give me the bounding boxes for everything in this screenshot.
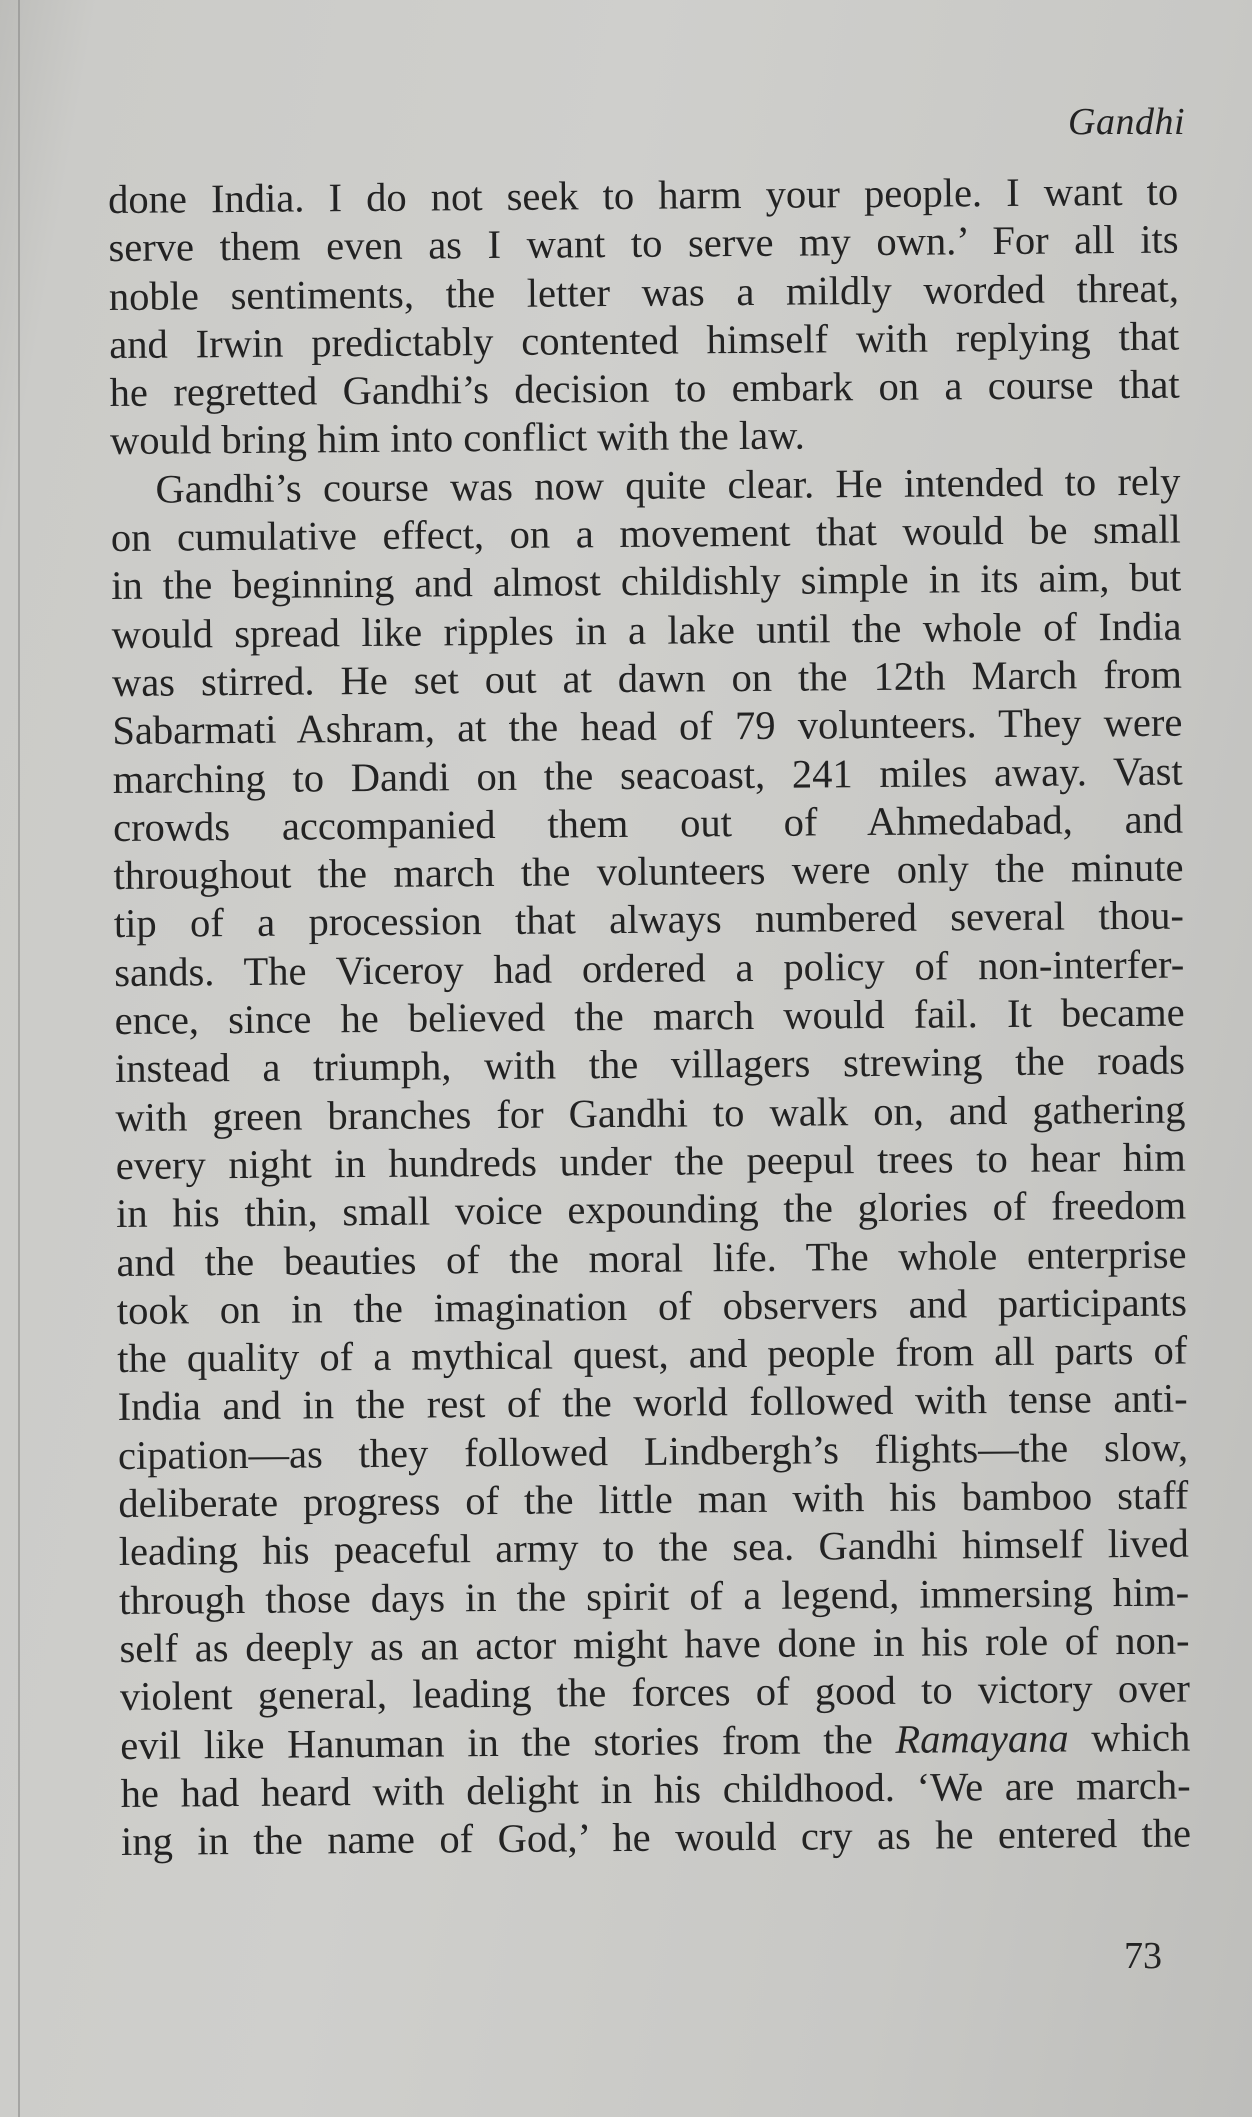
book-title-italic: Ramayana — [895, 1715, 1069, 1762]
text-line: he had heard with delight in his childhood. ‘We are march- — [120, 1762, 1191, 1816]
text-line: in his thin, small voice expounding the glories of freedom — [115, 1182, 1187, 1237]
text-line-with-italic — [120, 1713, 1190, 1770]
text-line: ence, since he believed the march would fail. It became — [114, 989, 1185, 1044]
text-line: leading his peaceful army to the sea. Gandhi himself lived — [118, 1520, 1189, 1575]
text-line: tip of a procession that always numbered several thou- — [113, 893, 1185, 947]
text-line: he regretted Gandhi’s decision to embark on a course that — [109, 361, 1180, 416]
text-line: in the beginning and almost childishly simple in its aim, but — [111, 554, 1182, 609]
text-line: marching to Dandi on the seacoast, 241 miles away. Vast — [112, 748, 1183, 802]
text-line: Sabarmati Ashram, at the head of 79 volunteers. They were — [112, 699, 1183, 754]
text-line: instead a triumph, with the villagers strewing the roads — [114, 1037, 1186, 1092]
text-line: the quality of a mythical quest, and people from all parts of — [117, 1327, 1188, 1382]
running-head: Gandhi — [1068, 101, 1185, 143]
text-line: was stirred. He set out at dawn on the 12th March from — [111, 651, 1183, 705]
text-line: and Irwin predictably contented himself with replying that — [109, 313, 1180, 367]
text-line: crowds accompanied them out of Ahmedabad, and — [112, 796, 1184, 850]
text-line: would spread like ripples in a lake until the whole of India — [111, 603, 1182, 657]
text-line: every night in hundreds under the peepul trees to hear him — [115, 1134, 1186, 1188]
page-binding-edge — [18, 0, 20, 2117]
page-number: 73 — [1124, 1935, 1162, 1977]
paragraph-start-line: Gandhi’s course was now quite clear. He intended to rely — [155, 458, 1181, 512]
text-line: noble sentiments, the letter was a mildly worded threat, — [108, 265, 1180, 319]
text-line: cipation—as they followed Lindbergh’s flights—the slow, — [117, 1424, 1189, 1478]
text-line: sands. The Viceroy had ordered a policy of non-interfer- — [114, 941, 1185, 995]
text-line: took on in the imagination of observers and participants — [116, 1279, 1188, 1333]
text-line: ing in the name of God,’ he would cry as he entered the — [120, 1810, 1192, 1865]
text-line: on cumulative effect, on a movement that would be small — [110, 506, 1181, 561]
text-run: evil like Hanuman in the stories from the — [120, 1716, 896, 1768]
text-line: violent general, leading the forces of good to victory over — [119, 1665, 1191, 1720]
text-line: with green branches for Gandhi to walk on, and gathering — [115, 1086, 1186, 1140]
text-line: done India. I do not seek to harm your people. I want to — [108, 168, 1179, 222]
text-line: and the beauties of the moral life. The whole enterprise — [116, 1231, 1187, 1285]
text-line: self as deeply as an actor might have done in his role of non- — [119, 1617, 1190, 1671]
page-body-text — [108, 168, 1191, 1867]
text-line: through those days in the spirit of a legend, immersing him- — [119, 1569, 1190, 1623]
text-line: serve them even as I want to serve my own.’ For all its — [108, 216, 1179, 271]
text-line: deliberate progress of the little man with his bamboo staff — [118, 1472, 1189, 1526]
text-line: would bring him into conflict with the law. — [109, 413, 806, 464]
text-run: which — [1068, 1714, 1191, 1761]
text-line: throughout the march the volunteers were only the minute — [113, 844, 1184, 899]
text-line: India and in the rest of the world followed with tense anti- — [117, 1375, 1188, 1430]
